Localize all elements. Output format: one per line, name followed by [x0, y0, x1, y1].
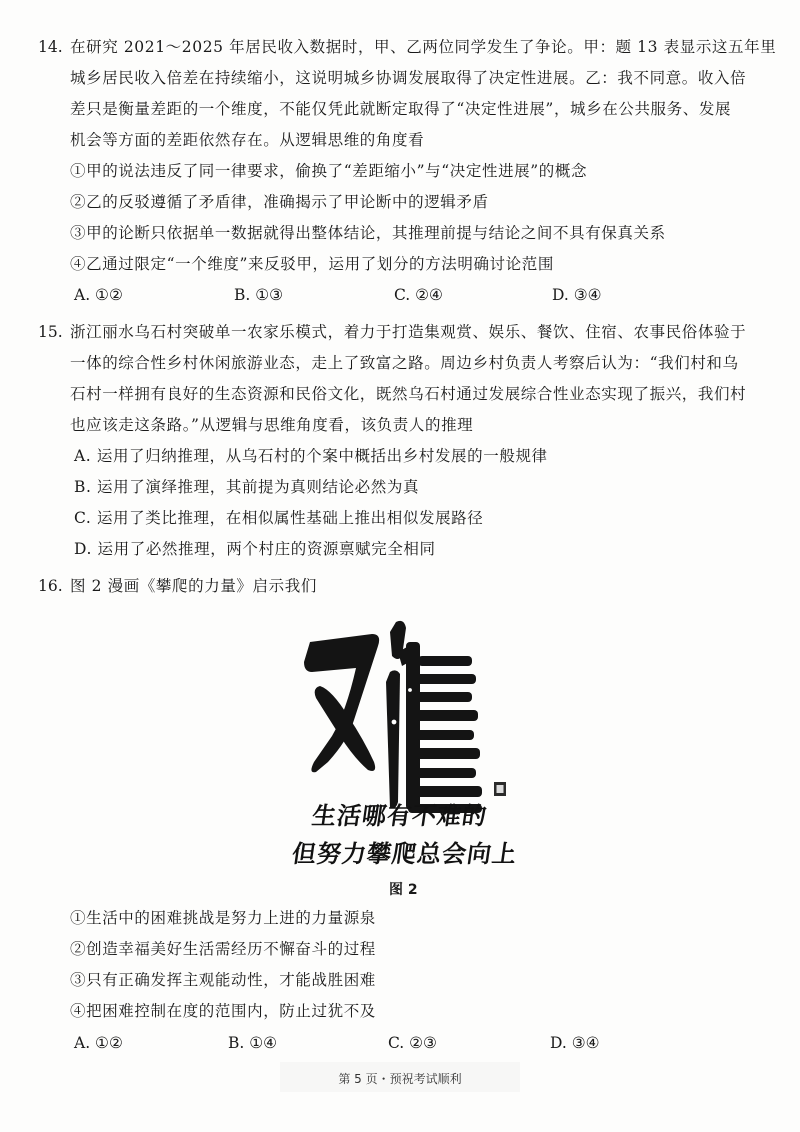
question-14-statement-4: ④乙通过限定“一个维度”来反驳甲，运用了划分的方法明确讨论范围: [70, 255, 554, 273]
question-16-stem: 图 2 漫画《攀爬的力量》启示我们: [70, 577, 317, 595]
question-14-stem-line-1: 在研究 2021～2025 年居民收入数据时，甲、乙两位同学发生了争论。甲：题 13 表显示这五年里: [70, 38, 777, 56]
question-15-option-a[interactable]: A. 运用了归纳推理，从乌石村的个案中概括出乡村发展的一般规律: [74, 447, 548, 465]
question-14-option-c[interactable]: C. ②④: [394, 286, 443, 304]
cartoon-slogan-line-2: 但努力攀爬总会向上: [290, 840, 520, 868]
question-16-option-b[interactable]: B. ①④: [228, 1034, 278, 1052]
cartoon-slogan-line-1: 生活哪有不难的: [310, 802, 490, 830]
question-16-option-d[interactable]: D. ③④: [550, 1034, 600, 1052]
question-14-option-a[interactable]: A. ①②: [74, 286, 123, 304]
question-16-statement-3: ③只有正确发挥主观能动性，才能战胜困难: [70, 971, 376, 989]
brush-radical-left: [304, 634, 379, 772]
question-14-statement-2: ②乙的反驳遵循了矛盾律，准确揭示了甲论断中的逻辑矛盾: [70, 193, 489, 211]
cartoon-figure: [270, 612, 520, 872]
figure-caption: 图 2: [389, 882, 418, 898]
question-14-statement-1: ①甲的说法违反了同一律要求，偷换了“差距缩小”与“决定性进展”的概念: [70, 162, 588, 180]
question-15-stem-line-2: 一体的综合性乡村休闲旅游业态，走上了致富之路。周边乡村负责人考察后认为：“我们村和乌: [70, 354, 739, 372]
question-15-stem-line-3: 石村一样拥有良好的生态资源和民俗文化，既然乌石村通过发展综合性业态实现了振兴，我们村: [70, 385, 747, 403]
question-15-option-c[interactable]: C. 运用了类比推理，在相似属性基础上推出相似发展路径: [74, 509, 484, 527]
question-15-option-b[interactable]: B. 运用了演绎推理，其前提为真则结论必然为真: [74, 478, 420, 496]
question-16-option-a[interactable]: A. ①②: [74, 1034, 123, 1052]
question-15-option-d[interactable]: D. 运用了必然推理，两个村庄的资源禀赋完全相同: [74, 540, 436, 558]
question-16-statement-4: ④把困难控制在度的范围内，防止过犹不及: [70, 1002, 376, 1020]
question-15-stem-line-4: 也应该走这条路。”从逻辑与思维角度看，该负责人的推理: [70, 416, 474, 434]
question-14-statement-3: ③甲的论断只依据单一数据就得出整体结论，其推理前提与结论之间不具有保真关系: [70, 224, 666, 242]
question-14-stem-line-2: 城乡居民收入倍差在持续缩小，这说明城乡协调发展取得了决定性进展。乙：我不同意。收入倍: [70, 69, 747, 87]
brush-radical-right-ladder: [386, 621, 482, 813]
question-14-number: 14.: [38, 38, 63, 56]
question-16-number: 16.: [38, 577, 63, 595]
question-14-stem-line-4: 机会等方面的差距依然存在。从逻辑思维的角度看: [70, 131, 425, 149]
question-15-stem-line-1: 浙江丽水乌石村突破单一农家乐模式，着力于打造集观赏、娱乐、餐饮、住宿、农事民俗体验于: [70, 323, 747, 341]
question-16-statement-1: ①生活中的困难挑战是努力上进的力量源泉: [70, 909, 376, 927]
question-14-options: [0, 284, 800, 306]
question-16-options: [0, 1032, 800, 1054]
cartoon-illustration: [270, 612, 520, 872]
question-16-option-c[interactable]: C. ②③: [388, 1034, 437, 1052]
artist-seal-inner: [497, 785, 504, 793]
page-footer: 第 5 页・预祝考试顺利: [338, 1072, 462, 1086]
question-14-stem-line-3: 差只是衡量差距的一个维度，不能仅凭此就断定取得了“决定性进展”，城乡在公共服务、发展: [70, 100, 732, 118]
question-14-option-b[interactable]: B. ①③: [234, 286, 284, 304]
question-15-number: 15.: [38, 323, 63, 341]
question-14-option-d[interactable]: D. ③④: [552, 286, 602, 304]
question-16-statement-2: ②创造幸福美好生活需经历不懈奋斗的过程: [70, 940, 376, 958]
